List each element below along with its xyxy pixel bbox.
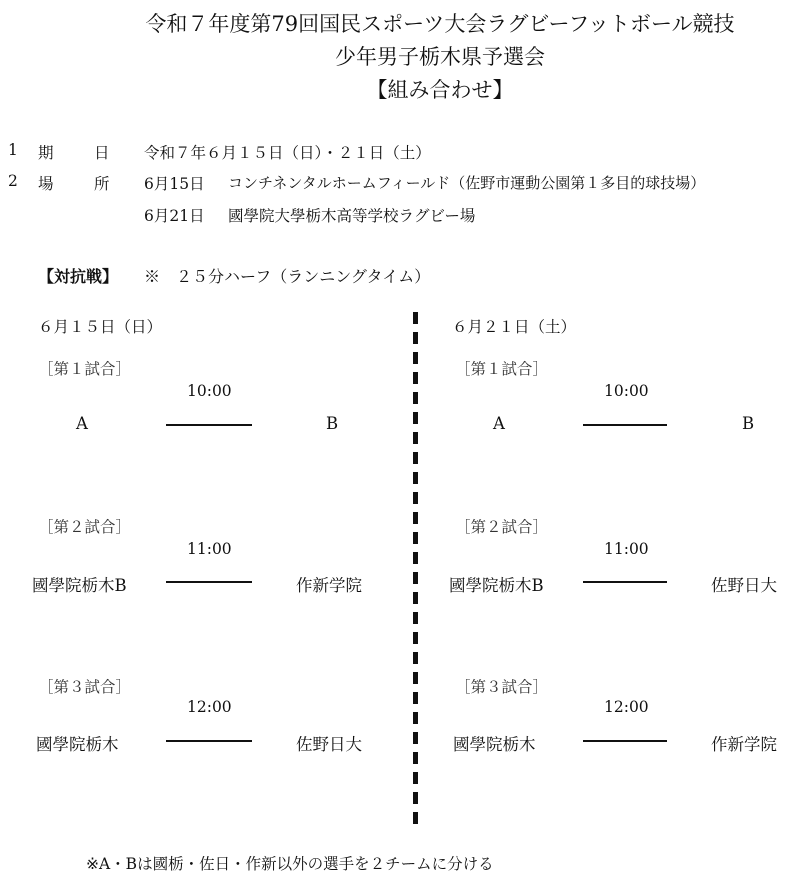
day1-match1-away: B xyxy=(326,414,339,433)
day1-match2-home: 國學院栃木B xyxy=(32,576,127,595)
day2-match3-vs-line xyxy=(583,740,667,742)
document-title-line2: 少年男子栃木県予選会 xyxy=(335,45,545,69)
day2-match3-time: 12:00 xyxy=(604,698,649,716)
day2-match2-label: ［第２試合］ xyxy=(455,518,549,536)
day2-match3-away: 作新学院 xyxy=(711,735,777,754)
info-venue-label1: 場 xyxy=(38,175,54,193)
day2-match3-home: 國學院栃木 xyxy=(453,735,536,754)
day2-match1-home: A xyxy=(493,414,505,433)
day-divider xyxy=(413,312,418,832)
day2-match1-away: B xyxy=(742,414,755,433)
day1-date: ６月１５日（日） xyxy=(38,318,163,336)
day1-match1-label: ［第１試合］ xyxy=(38,360,132,378)
day2-match3-label: ［第３試合］ xyxy=(455,678,549,696)
section-note: ※ ２５分ハーフ（ランニングタイム） xyxy=(144,267,431,286)
day1-match3-time: 12:00 xyxy=(187,698,232,716)
day2-match2-time: 11:00 xyxy=(604,540,649,558)
day2-match2-away: 佐野日大 xyxy=(711,576,777,595)
info-date-label1: 期 xyxy=(38,144,54,162)
info-venue-label2: 所 xyxy=(94,175,110,193)
day1-match1-vs-line xyxy=(166,424,252,426)
info-venue-number: 2 xyxy=(8,172,18,190)
day2-match2-vs-line xyxy=(583,581,667,583)
info-date-label2: 日 xyxy=(94,144,110,162)
day1-match2-time: 11:00 xyxy=(187,540,232,558)
day1-match3-vs-line xyxy=(166,740,252,742)
day1-match1-home: A xyxy=(76,414,88,433)
day1-match3-label: ［第３試合］ xyxy=(38,678,132,696)
day1-match2-label: ［第２試合］ xyxy=(38,518,132,536)
venue-place-2: 國學院大學栃木高等学校ラグビー場 xyxy=(228,207,476,225)
venue-date-2: 6月21日 xyxy=(144,207,205,225)
day2-match1-time: 10:00 xyxy=(604,382,649,400)
info-date-value: 令和７年６月１５日（日）・２１日（土） xyxy=(144,144,431,162)
info-date-number: 1 xyxy=(8,141,18,159)
venue-place-1: コンチネンタルホームフィールド（佐野市運動公園第１多目的球技場） xyxy=(228,174,706,192)
section-heading: 【対抗戦】 xyxy=(38,267,119,286)
document-title-line1: 令和７年度第79回国民スポーツ大会ラグビーフットボール競技 xyxy=(145,12,735,36)
day1-match3-home: 國學院栃木 xyxy=(36,735,119,754)
footnote: ※A・Bは國栃・佐日・作新以外の選手を２チームに分ける xyxy=(86,855,494,873)
day2-match2-home: 國學院栃木B xyxy=(449,576,544,595)
day2-match1-vs-line xyxy=(583,424,667,426)
day1-match2-away: 作新学院 xyxy=(296,576,362,595)
day2-date: ６月２１日（土） xyxy=(452,318,577,336)
document-title-line3: 【組み合わせ】 xyxy=(366,78,514,102)
venue-date-1: 6月15日 xyxy=(144,175,205,193)
day1-match1-time: 10:00 xyxy=(187,382,232,400)
day1-match2-vs-line xyxy=(166,581,252,583)
day1-match3-away: 佐野日大 xyxy=(296,735,362,754)
day2-match1-label: ［第１試合］ xyxy=(455,360,549,378)
